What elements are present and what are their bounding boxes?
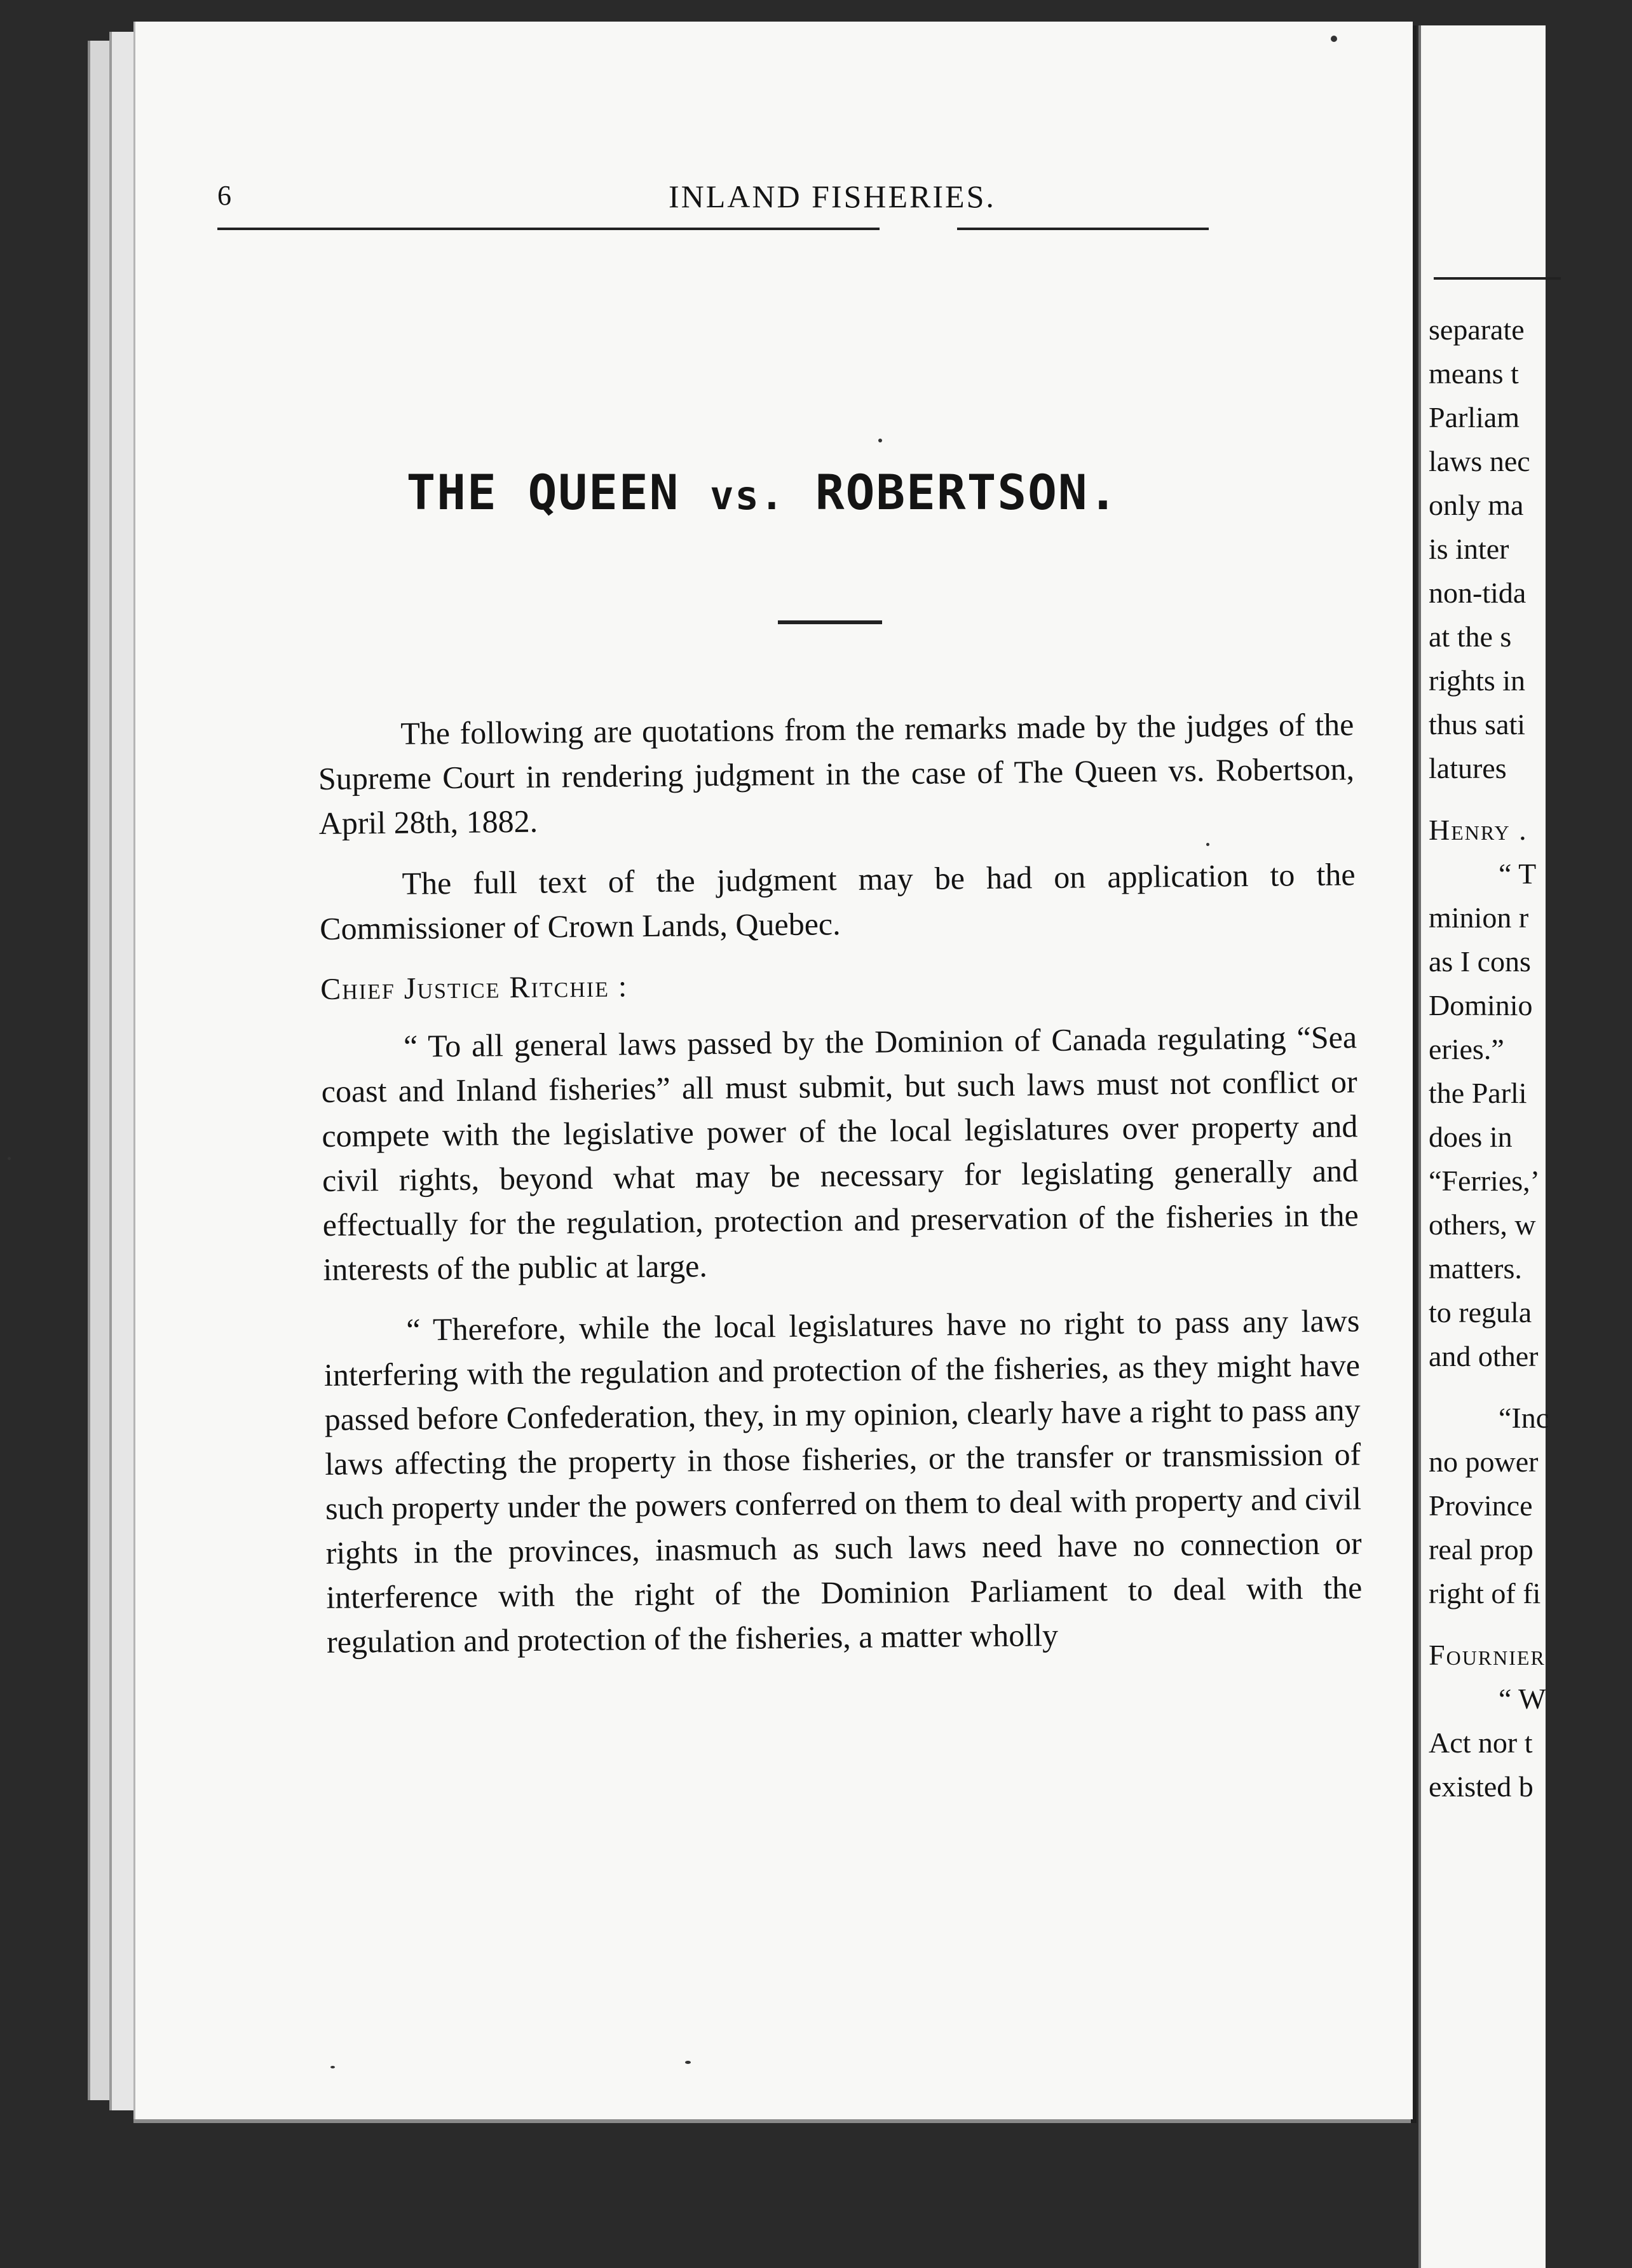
title-part-1: THE QUEEN (406, 464, 680, 521)
facing-page-line: real prop (1429, 1533, 1533, 1566)
header-rule-right (957, 228, 1209, 230)
facing-page-line: as I cons (1429, 945, 1531, 978)
facing-page-line: minion r (1429, 901, 1529, 934)
facing-page-line: laws nec (1429, 445, 1530, 477)
facing-page-line: no power (1429, 1445, 1539, 1478)
facing-page-line: Fournier (1429, 1639, 1546, 1671)
facing-page-line: Parliam (1429, 401, 1520, 434)
facing-page-line: thus sati (1429, 708, 1526, 741)
facing-page-line: Province (1429, 1489, 1533, 1522)
facing-page-text (1429, 308, 1632, 1808)
article-title (159, 464, 1366, 521)
facing-page-line: rights in (1429, 664, 1526, 697)
facing-page-line: “ T (1499, 857, 1537, 890)
title-vs: vs. (710, 472, 785, 519)
running-head-title: INLAND FISHERIES. (669, 179, 996, 214)
page-bottom-edge (133, 2119, 1411, 2123)
speaker-heading: Chief Justice Ritchie : (320, 969, 629, 1006)
facing-page-line: “Ferries,’ (1429, 1165, 1540, 1197)
facing-page-header-rule (1434, 277, 1561, 280)
line-gap (1429, 1615, 1632, 1633)
title-rule (778, 620, 882, 624)
facing-page-line: Henry . (1429, 814, 1528, 846)
facing-page-line: Dominio (1429, 989, 1533, 1021)
facing-page-line: is inter (1429, 533, 1509, 565)
facing-page-line: and other (1429, 1340, 1539, 1372)
body-paragraph: The following are quotations from the remarks made by the judges of the Supreme Court in rendering judgment in the case of The Queen vs. Robertson, April 28th, 1882. (318, 706, 1355, 841)
facing-page-line: “ W (1499, 1683, 1546, 1715)
facing-page-line: others, w (1429, 1208, 1536, 1241)
facing-page-line: existed b (1429, 1770, 1533, 1803)
running-head (217, 170, 1209, 229)
page-number: 6 (217, 180, 231, 211)
facing-page-line: to regula (1429, 1296, 1532, 1329)
facing-page-line: latures (1429, 752, 1507, 784)
body-paragraph: The full text of the judgment may be had on application to the Commissioner of Crown Lands, Quebec. (320, 856, 1356, 946)
facing-page-line: only ma (1429, 489, 1524, 521)
facing-page-line: right of fi (1429, 1577, 1541, 1609)
title-part-2: ROBERTSON. (815, 464, 1119, 521)
facing-page-line: “Inc (1499, 1402, 1549, 1434)
facing-page-line: the Parli (1429, 1077, 1527, 1109)
line-gap (1429, 790, 1632, 808)
facing-page-line: means t (1429, 357, 1519, 390)
facing-page-line: matters. (1429, 1252, 1522, 1285)
article-body (318, 702, 1363, 1681)
facing-page (1418, 25, 1549, 2268)
header-rule-left (217, 228, 880, 230)
line-gap (1429, 1378, 1632, 1396)
facing-page-line: Act nor t (1429, 1726, 1533, 1759)
facing-page-line: does in (1429, 1121, 1513, 1153)
body-paragraph: “ To all general laws passed by the Dominion of Canada regulating “Sea coast and Inland fisheries” all must submit, but such laws must not conflict or compete with the legislative power of the local legislatures over property and civil rights, beyond what may be necessary for legislating generally and effectually for the regulation, protection and preservation of the fisheries in the interests of the public at large. (321, 1019, 1359, 1287)
facing-page-line: eries.” (1429, 1033, 1504, 1065)
facing-page-line: at the s (1429, 620, 1512, 653)
facing-page-line: separate (1429, 313, 1525, 346)
body-paragraph: “ Therefore, while the local legislatures have no right to pass any laws interfering with the regulation and protection of the fisheries, as they might have passed before Confederation, they, in my opinion, clearly have a right to pass any laws affecting the property in those fisheries, or the transfer or transmission of such property under the powers conferred on them to deal with property and civil rights in the provinces, inasmuch as such laws need have no connection or interference with the right of the Dominion Parliament to deal with the regulation and protection of the fisheries, a matter wholly (323, 1302, 1363, 1660)
facing-page-line: non-tida (1429, 577, 1527, 609)
